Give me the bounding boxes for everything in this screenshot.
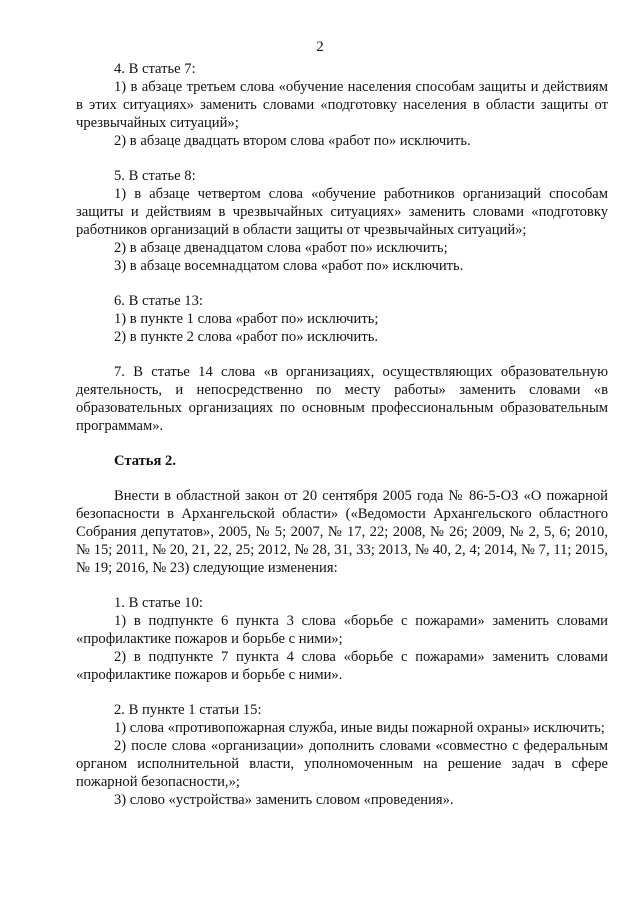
paragraph-spacer [76,275,608,292]
paragraph: 5. В статье 8: [114,168,196,184]
paragraph: 1) в подпункте 6 пункта 3 слова «борьбе с пожарами» заменить словами «профилактике пожаров и борьбе с ними»; [76,613,608,647]
paragraph: 3) слово «устройства» заменить словом «проведения». [114,792,454,808]
paragraph: 1. В статье 10: [114,595,203,611]
paragraph: 2) в абзаце двадцать втором слова «работ по» исключить. [114,133,471,149]
paragraph: 2) в подпункте 7 пункта 4 слова «борьбе с пожарами» заменить словами «профилактике пожаров и борьбе с ними». [76,649,608,683]
section-heading: Статья 2. [114,453,176,469]
paragraph-spacer [76,346,608,363]
paragraph: 2. В пункте 1 статьи 15: [114,702,262,718]
paragraph: 1) в абзаце четвертом слова «обучение работников организаций способам защиты и действиям в чрезвычайных ситуациях» заменить словами «подготовку работников организаций в области защиты от чрезвычайных ситуаций»; [76,186,608,238]
paragraph: 1) в пункте 1 слова «работ по» исключить; [114,311,379,327]
paragraph-spacer [76,577,608,594]
paragraph: 1) слова «противопожарная служба, иные виды пожарной охраны» исключить; [114,720,605,736]
paragraph: 1) в абзаце третьем слова «обучение населения способам защиты и действиям в этих ситуациях» заменить словами «подготовку населения в области защиты от чрезвычайных ситуаций»; [76,79,608,131]
paragraph: Внести в областной закон от 20 сентября 2005 года № 86-5-ОЗ «О пожарной безопасности в Архангельской области» («Ведомости Архангельского областного Собрания депутатов», 2005, № 5; 2007, № 17, 22; 2008, № 26; 2009, № 2, 5, 6; 2010, № 15; 2011, № 20, 21, 22, 25; 2012, № 28, 31, 33; 2013, № 40, 2, 4; 2014, № 7, 11; 2015, № 19; 2016, № 23) следующие изменения: [76,488,608,576]
paragraph: 4. В статье 7: [114,61,196,77]
paragraph: 2) в абзаце двенадцатом слова «работ по» исключить; [114,240,448,256]
document-body [76,60,608,809]
paragraph-spacer [76,470,608,487]
paragraph: 3) в абзаце восемнадцатом слова «работ по» исключить. [114,258,464,274]
paragraph: 2) после слова «организации» дополнить словами «совместно с федеральным органом исполнительной власти, уполномоченным на решение задач в сфере пожарной безопасности,»; [76,738,608,790]
paragraph-spacer [76,150,608,167]
paragraph-spacer [76,435,608,452]
paragraph: 2) в пункте 2 слова «работ по» исключить. [114,329,379,345]
paragraph: 7. В статье 14 слова «в организациях, осуществляющих образовательную деятельность, и непосредственно по месту работы» заменить словами «в образовательных организациях по основным профессиональным образовательным программам». [76,364,608,434]
page-number: 2 [316,39,324,55]
paragraph-spacer [76,684,608,701]
paragraph: 6. В статье 13: [114,293,203,309]
